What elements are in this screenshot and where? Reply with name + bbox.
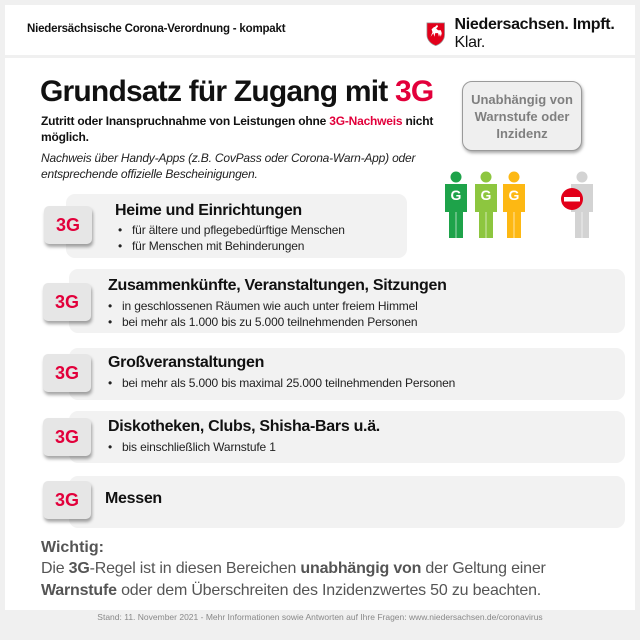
people-graphic — [442, 170, 612, 240]
svg-text:G: G — [450, 187, 462, 203]
card-list — [108, 375, 455, 391]
list-item: • in geschlossenen Räumen wie auch unter freiem Himmel — [108, 298, 418, 314]
slogan-part2: Impft. — [572, 16, 615, 33]
badge-3g: 3G — [44, 206, 92, 244]
important-heading: Wichtig: — [41, 539, 104, 556]
title-highlight: 3G — [395, 75, 434, 108]
list-item: • bei mehr als 1.000 bis zu 5.000 teilnehmenden Personen — [108, 314, 418, 330]
slogan-part3: Klar. — [454, 34, 485, 51]
svg-text:G: G — [508, 187, 520, 203]
badge-3g: 3G — [43, 418, 91, 456]
card-title: Zusammenkünfte, Veranstaltungen, Sitzungen — [108, 277, 447, 294]
page-title — [40, 75, 433, 109]
text-part: der Geltung einer — [421, 560, 546, 577]
subtitle-after: nicht möglich. — [41, 114, 434, 144]
proof-note: Nachweis über Handy-Apps (z.B. CovPass oder Corona-Warn-App) oder entsprechende offizielle Bescheinigungen. — [41, 151, 416, 181]
card-title: Messen — [105, 490, 162, 507]
badge-3g: 3G — [43, 354, 91, 392]
person-yellow-icon — [503, 172, 525, 239]
list-item: • für ältere und pflegebedürftige Menschen — [118, 222, 345, 238]
important-note — [41, 538, 621, 602]
lower-saxony-horse-shield-icon — [426, 21, 445, 47]
card-title: Großveranstaltungen — [108, 354, 265, 371]
slogan — [454, 16, 635, 52]
text-bold: unabhängig von — [300, 560, 422, 577]
subtitle-before: Zutritt oder Inanspruchnahme von Leistungen ohne — [41, 114, 330, 128]
callout-box — [462, 81, 582, 151]
subtitle — [41, 113, 441, 145]
subtitle-highlight: 3G-Nachweis — [329, 114, 403, 128]
badge-3g: 3G — [43, 283, 91, 321]
card-title: Heime und Einrichtungen — [115, 202, 302, 219]
person-green-icon — [445, 172, 467, 239]
list-item: • bis einschließlich Warnstufe 1 — [108, 439, 276, 455]
callout-text: Unabhängig von Warnstufe oder Inzidenz — [471, 91, 573, 141]
text-bold: Warnstufe — [41, 582, 117, 599]
slogan-part1: Niedersachsen. — [454, 16, 569, 33]
header-title: Niedersächsische Corona-Verordnung - kompakt — [27, 23, 286, 35]
card-list — [108, 439, 276, 455]
list-item: • für Menschen mit Behinderungen — [118, 238, 345, 254]
title-prefix: Grundsatz für Zugang mit — [40, 75, 395, 108]
text-part: Die — [41, 560, 69, 577]
person-lightgreen-icon — [475, 172, 497, 239]
card-list — [108, 298, 418, 330]
card-list — [118, 222, 345, 254]
text-highlight: 3G — [68, 560, 90, 577]
main-panel — [5, 58, 635, 610]
card-title: Diskotheken, Clubs, Shisha-Bars u.ä. — [108, 418, 380, 435]
list-item: • bei mehr als 5.000 bis maximal 25.000 teilnehmenden Personen — [108, 375, 455, 391]
text-part: oder dem Überschreiten des Inzidenzwertes 50 zu beachten. — [116, 582, 542, 599]
badge-3g: 3G — [43, 481, 91, 519]
footer-note: Stand: 11. November 2021 - Mehr Informationen sowie Antworten auf Ihre Fragen: www.niedersachsen.de/coronavirus — [97, 612, 543, 622]
no-entry-icon — [561, 188, 583, 210]
svg-text:G: G — [480, 187, 492, 203]
logo — [426, 16, 635, 52]
important-text — [41, 558, 621, 602]
header-bar — [5, 5, 635, 55]
text-part: -Regel ist in diesen Bereichen — [89, 560, 301, 577]
